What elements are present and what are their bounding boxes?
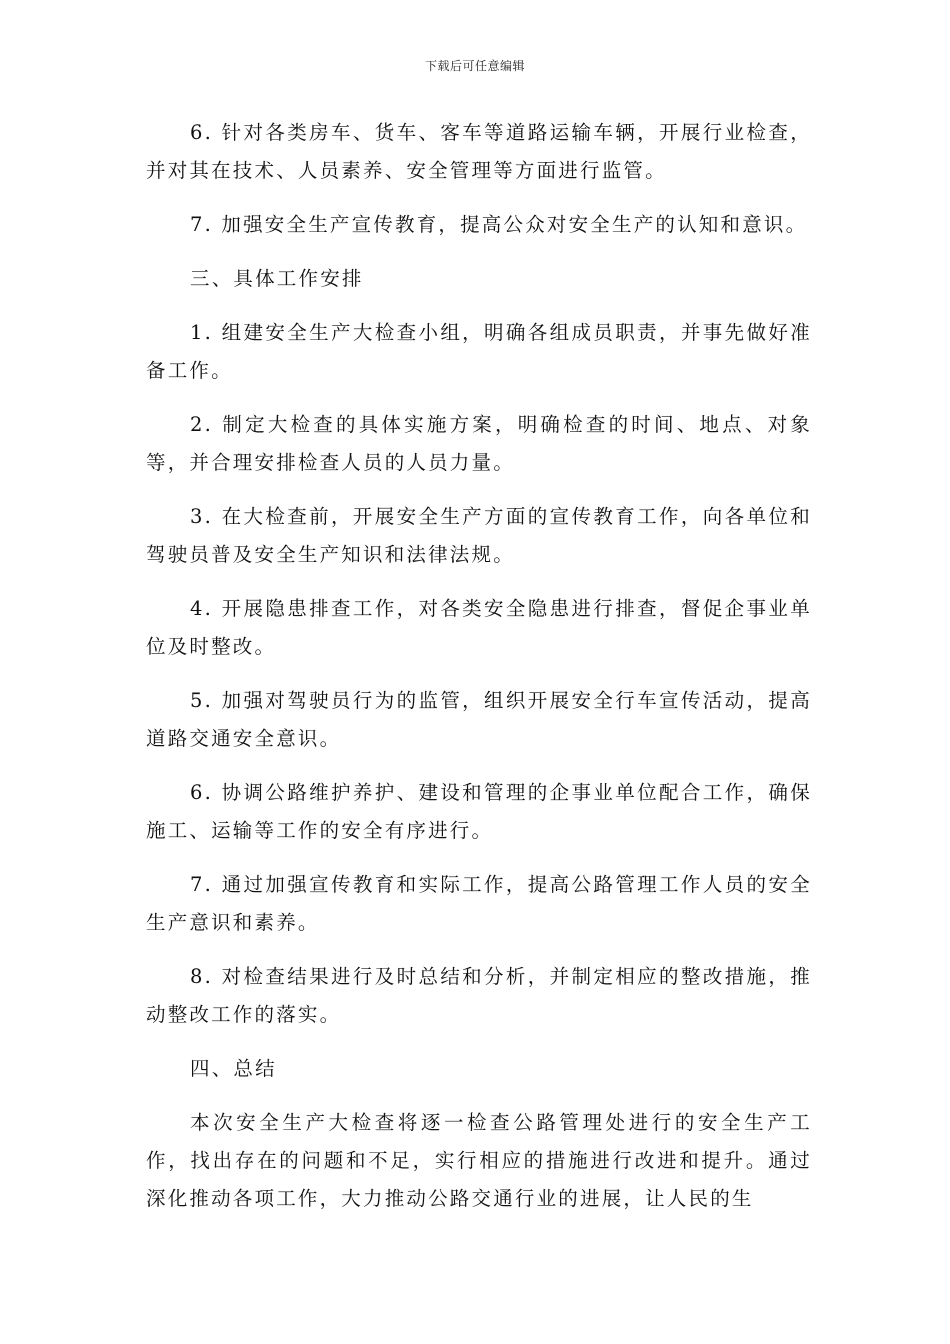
paragraph-arrangement-8: 8. 对检查结果进行及时总结和分析，并制定相应的整改措施，推动整改工作的落实。 (146, 965, 812, 1026)
paragraph-arrangement-2: 2. 制定大检查的具体实施方案，明确检查的时间、地点、对象等，并合理安排检查人员的人员力量。 (146, 413, 812, 474)
paragraph-item-7-education: 7. 加强安全生产宣传教育，提高公众对安全生产的认知和意识。 (190, 213, 808, 236)
page-header: 下载后可任意编辑 (424, 59, 525, 73)
paragraph-arrangement-1: 1. 组建安全生产大检查小组，明确各组成员职责，并事先做好准备工作。 (146, 321, 812, 382)
section-heading-summary: 四、总结 (190, 1057, 277, 1080)
paragraph-arrangement-6: 6. 协调公路维护养护、建设和管理的企事业单位配合工作，确保施工、运输等工作的安全有序进行。 (146, 781, 812, 842)
section-heading-work-arrangement: 三、具体工作安排 (190, 267, 364, 290)
paragraph-arrangement-3: 3. 在大检查前，开展安全生产方面的宣传教育工作，向各单位和驾驶员普及安全生产知识和法律法规。 (146, 505, 812, 566)
paragraph-arrangement-7: 7. 通过加强宣传教育和实际工作，提高公路管理工作人员的安全生产意识和素养。 (146, 873, 812, 934)
paragraph-arrangement-4: 4. 开展隐患排查工作，对各类安全隐患进行排查，督促企事业单位及时整改。 (146, 597, 812, 658)
paragraph-item-6-regulation: 6. 针对各类房车、货车、客车等道路运输车辆，开展行业检查，并对其在技术、人员素养、安全管理等方面进行监管。 (146, 121, 812, 182)
paragraph-arrangement-5: 5. 加强对驾驶员行为的监管，组织开展安全行车宣传活动，提高道路交通安全意识。 (146, 689, 812, 750)
paragraph-summary: 本次安全生产大检查将逐一检查公路管理处进行的安全生产工作，找出存在的问题和不足，实行相应的措施进行改进和提升。通过深化推动各项工作，大力推动公路交通行业的进展，让人民的生 (146, 1111, 812, 1210)
document-body (146, 114, 812, 1234)
